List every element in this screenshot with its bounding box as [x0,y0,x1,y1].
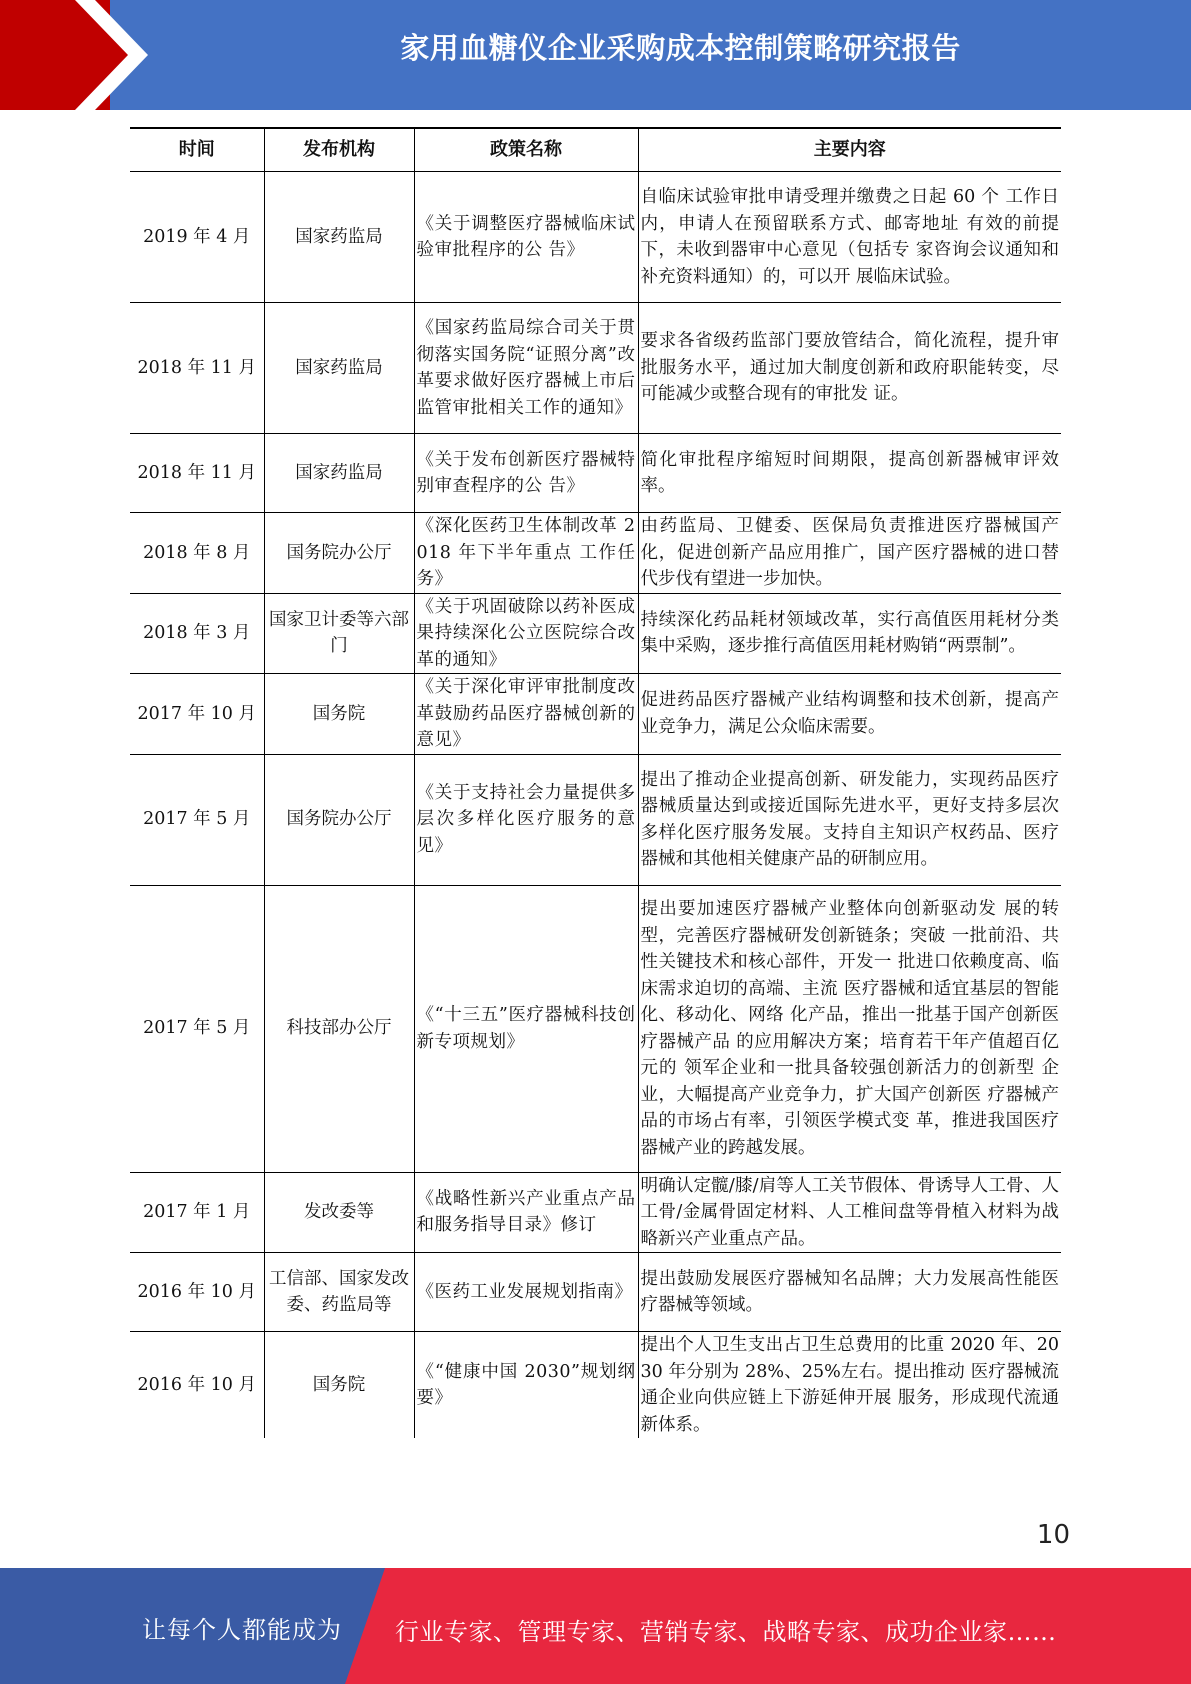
header-banner [0,0,1191,110]
column-header-date: 时间 [130,128,264,172]
cell-date: 2018 年 11 月 [130,303,264,434]
cell-content: 自临床试验审批申请受理并缴费之日起 60 个 工作日内，申请人在预留联系方式、邮寄地址 有效的前提下，未收到器审中心意见（包括专 家咨询会议通知和补充资料通知）的，可以开 展临床试验。 [638,172,1061,303]
policy-table [130,127,1061,1438]
cell-org: 国务院 [264,674,414,755]
cell-date: 2018 年 8 月 [130,513,264,594]
cell-date: 2019 年 4 月 [130,172,264,303]
cell-content: 简化审批程序缩短时间期限，提高创新器械审评效率。 [638,434,1061,513]
cell-content: 提出鼓励发展医疗器械知名品牌；大力发展高性能医疗器械等领域。 [638,1253,1061,1332]
cell-date: 2018 年 3 月 [130,593,264,674]
cell-content: 持续深化药品耗材领域改革，实行高值医用耗材分类集中采购，逐步推行高值医用耗材购销“两票制”。 [638,593,1061,674]
page-title: 家用血糖仪企业采购成本控制策略研究报告 [400,31,961,65]
cell-content: 促进药品医疗器械产业结构调整和技术创新，提高产业竞争力，满足公众临床需要。 [638,674,1061,755]
cell-org: 发改委等 [264,1172,414,1253]
table-row [130,434,1061,513]
cell-policy: 《深化医药卫生体制改革 2018 年下半年重点 工作任务》 [414,513,638,594]
table-row [130,303,1061,434]
cell-policy: 《关于巩固破除以药补医成果持续深化公立医院综合改革的通知》 [414,593,638,674]
column-header-org: 发布机构 [264,128,414,172]
cell-content: 提出个人卫生支出占卫生总费用的比重 2020 年、2030 年分别为 28%、25%左右。提出推动 医疗器械流通企业向供应链上下游延伸开展 服务，形成现代流通新体系。 [638,1332,1061,1439]
cell-policy: 《“十三五”医疗器械科技创新专项规划》 [414,885,638,1172]
table-row [130,593,1061,674]
cell-policy: 《关于发布创新医疗器械特别审查程序的公 告》 [414,434,638,513]
table-row [130,1253,1061,1332]
table-row [130,1172,1061,1253]
cell-date: 2018 年 11 月 [130,434,264,513]
cell-date: 2017 年 1 月 [130,1172,264,1253]
cell-content: 由药监局、卫健委、医保局负责推进医疗器械国产化，促进创新产品应用推广，国产医疗器械的进口替代步伐有望进一步加快。 [638,513,1061,594]
cell-policy: 《关于深化审评审批制度改革鼓励药品医疗器械创新的意见》 [414,674,638,755]
footer-banner [0,1568,1191,1684]
table-row [130,172,1061,303]
table-row [130,513,1061,594]
table-header-row [130,128,1061,172]
cell-date: 2017 年 10 月 [130,674,264,755]
header-chevron-icon [0,0,160,110]
cell-org: 工信部、国家发改委、药监局等 [264,1253,414,1332]
table-row [130,1332,1061,1439]
cell-date: 2017 年 5 月 [130,885,264,1172]
column-header-content: 主要内容 [638,128,1061,172]
column-header-policy: 政策名称 [414,128,638,172]
cell-org: 国务院办公厅 [264,513,414,594]
cell-date: 2016 年 10 月 [137,1374,256,1395]
cell-policy: 《“健康中国 2030”规划纲要》 [414,1332,638,1439]
cell-org: 国务院 [264,1332,414,1439]
cell-org: 国家药监局 [264,434,414,513]
footer-slogan-right: 行业专家、管理专家、营销专家、战略专家、成功企业家…… [395,1618,1057,1646]
cell-org: 科技部办公厅 [264,885,414,1172]
table-row [130,754,1061,885]
page-number: 10 [1036,1520,1070,1550]
cell-org: 国家药监局 [264,303,414,434]
footer-slogan-left: 让每个人都能成为 [142,1616,342,1644]
cell-content: 提出了推动企业提高创新、研发能力，实现药品医疗器械质量达到或接近国际先进水平，更好支持多层次多样化医疗服务发展。支持自主知识产权药品、医疗器械和其他相关健康产品的研制应用。 [638,754,1061,885]
cell-content: 提出要加速医疗器械产业整体向创新驱动发 展的转型，完善医疗器械研发创新链条；突破 一批前沿、共性关键技术和核心部件，开发一 批进口依赖度高、临床需求迫切的高端、主流 医疗器械和适宜基层的智能化、移动化、网络 化产品，推出一批基于国产创新医疗器械产品 的应用解决方案；培育若干年产值超百亿元的 领军企业和一批具备较强创新活力的创新型 企业，大幅提高产业竞争力，扩大国产创新医 疗器械产品的市场占有率，引领医学模式变 革，推进我国医疗器械产业的跨越发展。 [638,885,1061,1172]
cell-policy: 《国家药监局综合司关于贯彻落实国务院“证照分离”改革要求做好医疗器械上市后监管审批相关工作的通知》 [414,303,638,434]
table-row [130,674,1061,755]
cell-content: 要求各省级药监部门要放管结合，简化流程，提升审批服务水平，通过加大制度创新和政府职能转变，尽可能减少或整合现有的审批发 证。 [638,303,1061,434]
cell-policy: 《医药工业发展规划指南》 [414,1253,638,1332]
cell-policy: 《关于调整医疗器械临床试验审批程序的公 告》 [414,172,638,303]
cell-policy: 《关于支持社会力量提供多层次多样化医疗服务的意见》 [414,754,638,885]
cell-org: 国家药监局 [264,172,414,303]
cell-policy: 《战略性新兴产业重点产品和服务指导目录》修订 [414,1172,638,1253]
cell-content: 明确认定髋/膝/肩等人工关节假体、骨诱导人工骨、人工骨/金属骨固定材料、人工椎间盘等骨植入材料为战略新兴产业重点产品。 [638,1172,1061,1253]
policy-table-container [130,127,1061,1438]
cell-date: 2017 年 5 月 [130,754,264,885]
cell-date: 2016 年 10 月 [130,1253,264,1332]
cell-org: 国家卫计委等六部门 [264,593,414,674]
table-row [130,885,1061,1172]
cell-org: 国务院办公厅 [264,754,414,885]
